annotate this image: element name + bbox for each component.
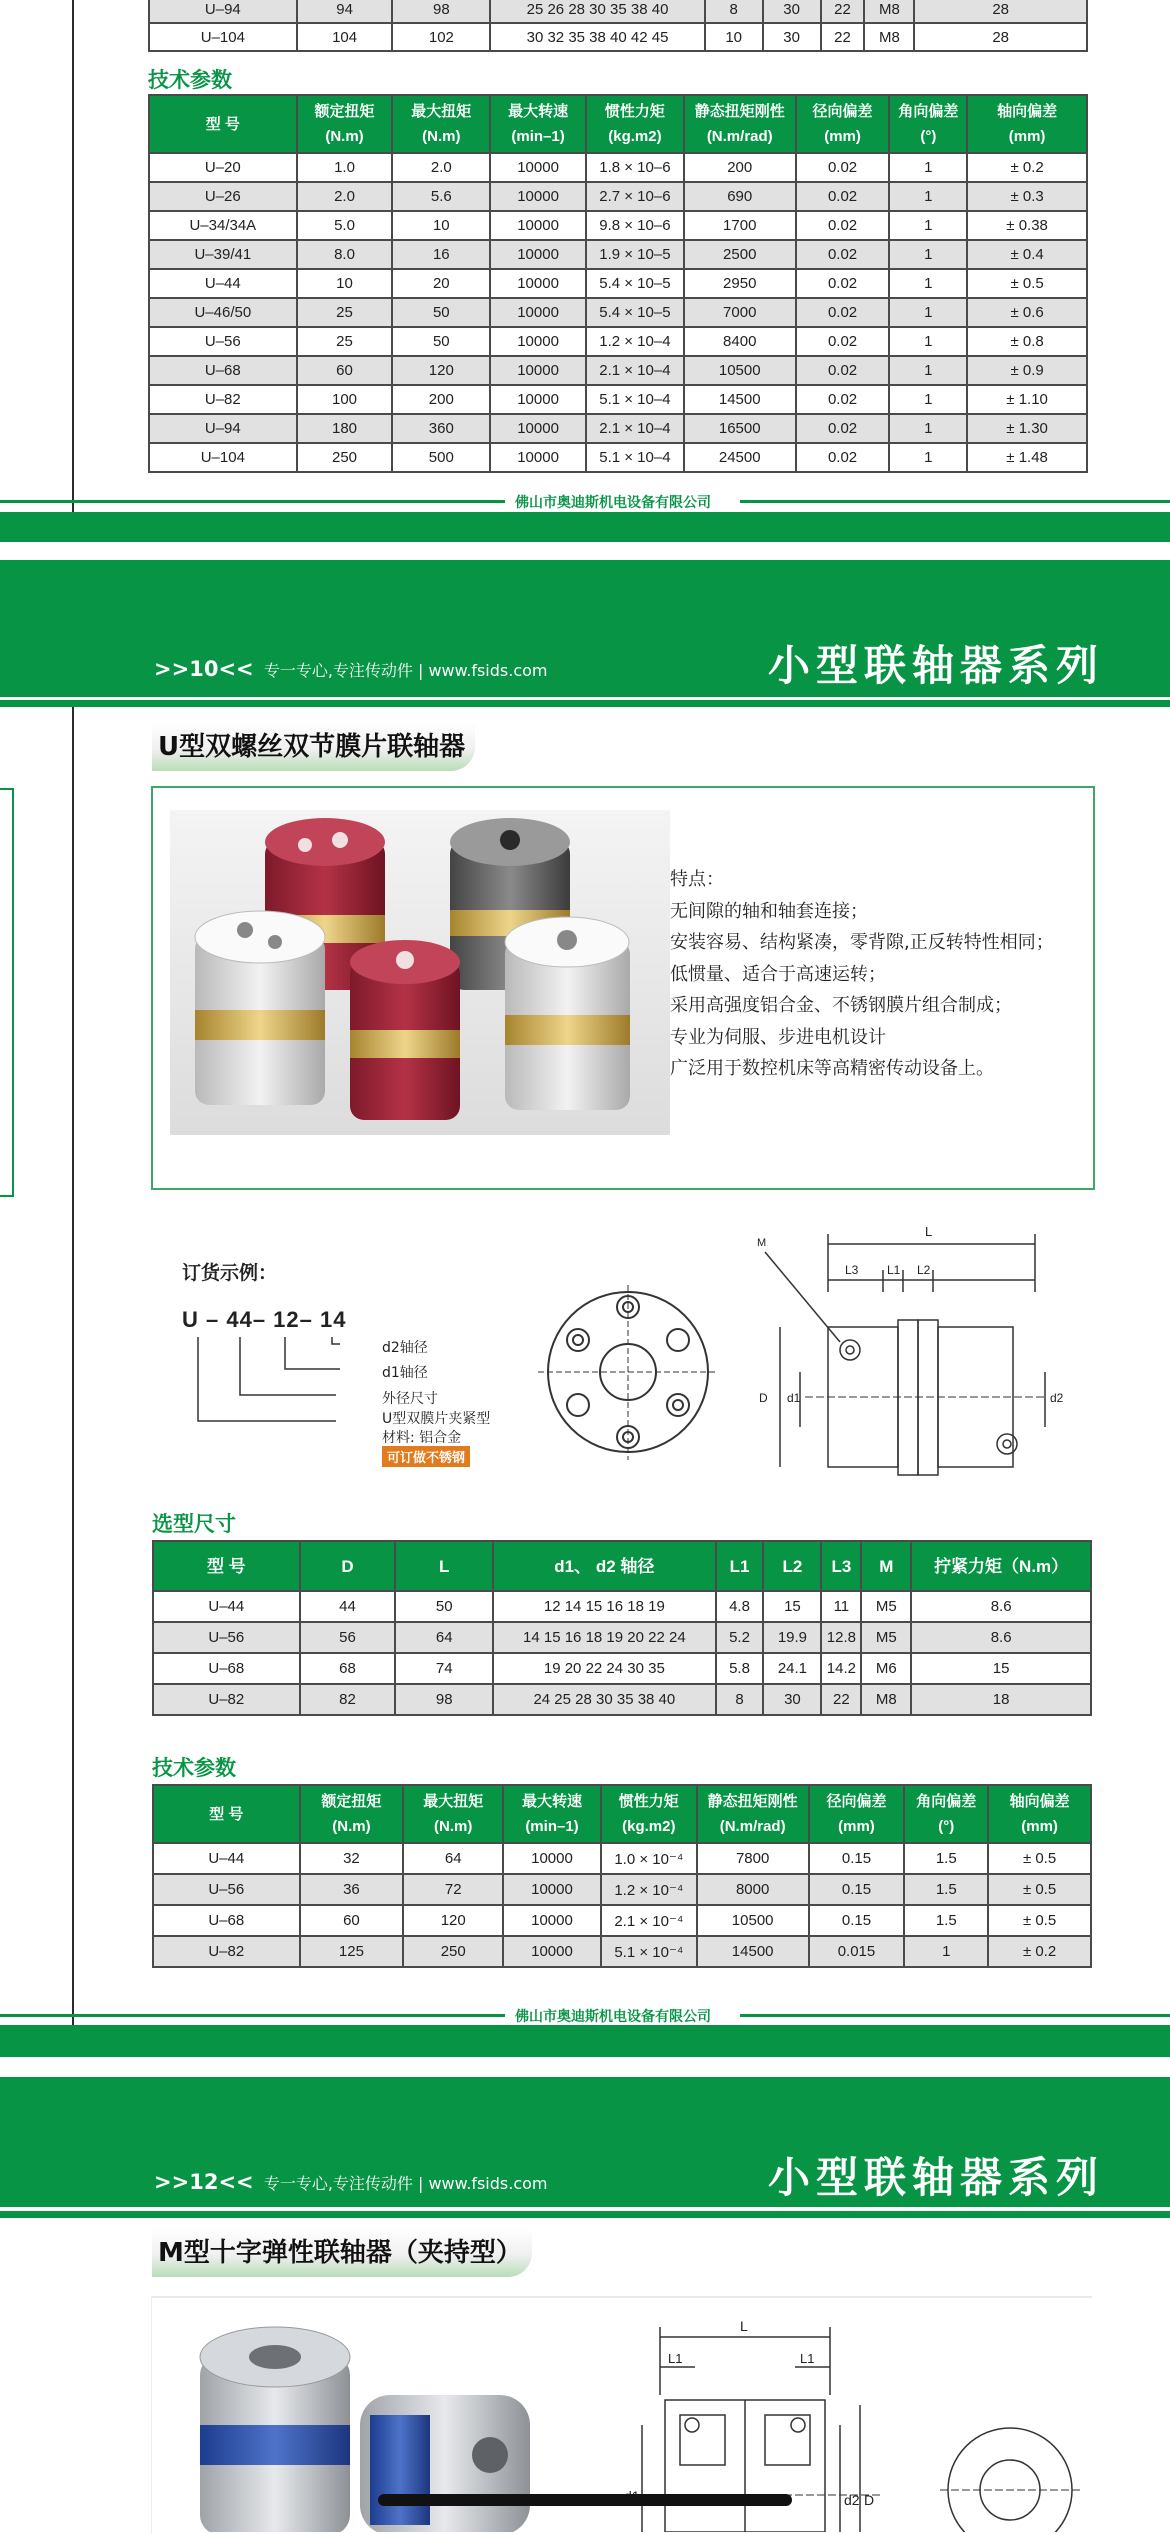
order-type-label: U型双膜片夹紧型 [382, 1411, 491, 1427]
table-row [149, 153, 1087, 182]
table-cell: 1 [889, 153, 967, 182]
table-cell: 98 [395, 1684, 493, 1715]
table-cell: 8 [705, 0, 763, 23]
table-cell: U–46/50 [149, 298, 297, 327]
table-cell: M5 [861, 1622, 911, 1653]
m-dim-D-label: D [864, 2492, 875, 2508]
column-header: 最大扭矩 (N.m) [403, 1785, 503, 1843]
dim-L-label: L [925, 1224, 933, 1239]
table-row [153, 1905, 1091, 1936]
table-row [149, 269, 1087, 298]
order-code-leader-lines [180, 1335, 380, 1430]
table-cell: U–44 [153, 1591, 300, 1622]
table-cell: 1.2 × 10⁻⁴ [601, 1874, 697, 1905]
column-header: 惯性力矩 (kg.m2) [586, 95, 684, 153]
table-row [149, 182, 1087, 211]
table-cell: 22 [821, 23, 865, 51]
table-cell: 1 [889, 211, 967, 240]
table-cell: 10000 [503, 1936, 601, 1967]
table-row [149, 23, 1087, 51]
m-dim-L1-right-label: L1 [800, 2351, 815, 2366]
table-cell: 0.15 [809, 1874, 905, 1905]
table-cell: U–94 [149, 0, 297, 23]
table-row [153, 1622, 1091, 1653]
table-cell: 10500 [684, 356, 796, 385]
footer-rule [740, 500, 1170, 503]
table-cell: U–104 [149, 443, 297, 472]
banner-underline [0, 700, 1170, 707]
table-cell: 11 [821, 1591, 861, 1622]
table-cell: 8.0 [297, 240, 393, 269]
table-cell: ± 0.5 [988, 1905, 1091, 1936]
table-cell: 60 [300, 1905, 404, 1936]
column-header: 径向偏差 (mm) [796, 95, 890, 153]
column-header: L2 [763, 1541, 821, 1591]
table-cell: 10500 [697, 1905, 809, 1936]
table-cell: 28 [914, 23, 1087, 51]
table-cell: 25 26 28 30 35 38 40 [490, 0, 704, 23]
feature-item: 广泛用于数控机床等高精密传动设备上。 [670, 1058, 994, 1079]
table-cell: U–56 [153, 1874, 300, 1905]
table-cell: 100 [297, 385, 393, 414]
dim-L1-label: L1 [887, 1263, 901, 1277]
table-cell: 5.4 × 10–5 [586, 269, 684, 298]
table-cell: ± 1.10 [967, 385, 1087, 414]
table-row [153, 1684, 1091, 1715]
table-cell: 0.02 [796, 211, 890, 240]
table-row [149, 385, 1087, 414]
footer-rule [740, 2014, 1170, 2017]
table-cell: 7000 [684, 298, 796, 327]
dim-d1-label: d1 [787, 1391, 801, 1405]
table-cell: 24500 [684, 443, 796, 472]
table-cell: 10000 [503, 1905, 601, 1936]
table-cell: ± 0.9 [967, 356, 1087, 385]
table-cell: 0.02 [796, 240, 890, 269]
table-cell: 24 25 28 30 35 38 40 [493, 1684, 715, 1715]
column-header: 最大转速 (min–1) [490, 95, 586, 153]
table-cell: 64 [395, 1622, 493, 1653]
table-cell: 14 15 16 18 19 20 22 24 [493, 1622, 715, 1653]
dim-d2-label: d2 [1050, 1391, 1064, 1405]
order-d2-label: d2轴径 [382, 1340, 428, 1356]
table-cell: 8 [716, 1684, 764, 1715]
column-header: 额定扭矩 (N.m) [297, 95, 393, 153]
table-cell: 360 [392, 414, 490, 443]
order-example-label: 订货示例： [182, 1262, 278, 1284]
table-cell: 16 [392, 240, 490, 269]
table-cell: 44 [300, 1591, 396, 1622]
side-view-diagram [745, 1222, 1090, 1492]
table-cell: 30 [763, 23, 821, 51]
column-header: d1、 d2 轴径 [493, 1541, 715, 1591]
table-cell: 1 [889, 385, 967, 414]
dim-D-label: D [759, 1391, 768, 1405]
table-cell: 22 [821, 0, 865, 23]
table-cell: 1 [889, 182, 967, 211]
table-cell: 8000 [697, 1874, 809, 1905]
product-title-12: M型十字弹性联轴器（夹持型） [152, 2228, 532, 2277]
feature-list [670, 864, 1054, 1085]
table-cell: 36 [300, 1874, 404, 1905]
table-row [149, 298, 1087, 327]
table-cell: U–56 [149, 327, 297, 356]
column-header: 额定扭矩 (N.m) [300, 1785, 404, 1843]
table-cell: 1.0 × 10⁻⁴ [601, 1843, 697, 1874]
banner-underline [0, 2211, 1170, 2218]
table-cell: U–68 [153, 1905, 300, 1936]
table-cell: 0.02 [796, 327, 890, 356]
table-row [149, 443, 1087, 472]
feature-item: 专业为伺服、步进电机设计 [670, 1026, 886, 1048]
footer-company: 佛山市奥迪斯机电设备有限公司 [505, 492, 721, 512]
tech-params-table [148, 94, 1088, 473]
table-cell: 2.7 × 10–6 [586, 182, 684, 211]
table-cell: 1.5 [904, 1874, 988, 1905]
column-header: L1 [716, 1541, 764, 1591]
table-cell: ± 1.48 [967, 443, 1087, 472]
table-cell: 104 [297, 23, 393, 51]
table-cell: 14.2 [821, 1653, 861, 1684]
m-dim-L-label: L [740, 2318, 748, 2334]
table-cell: 30 32 35 38 40 42 45 [490, 23, 704, 51]
table-cell: 125 [300, 1936, 404, 1967]
table-row [153, 1591, 1091, 1622]
order-code: U – 44– 12– 14 [182, 1307, 347, 1332]
table-cell: 10000 [503, 1843, 601, 1874]
table-cell: 690 [684, 182, 796, 211]
feature-item: 无间隙的轴和轴套连接； [670, 900, 868, 922]
dim-L3-label: L3 [845, 1263, 859, 1277]
column-header: 惯性力矩 (kg.m2) [601, 1785, 697, 1843]
table-cell: 94 [297, 0, 393, 23]
column-header: 最大扭矩 (N.m) [392, 95, 490, 153]
table-cell: U–68 [153, 1653, 300, 1684]
table-cell: 25 [297, 298, 393, 327]
table-cell: 180 [297, 414, 393, 443]
column-header: 角向偏差 (°) [904, 1785, 988, 1843]
table-cell: 12 14 15 16 18 19 [493, 1591, 715, 1622]
table-cell: 72 [403, 1874, 503, 1905]
table-cell: 68 [300, 1653, 396, 1684]
table-row [153, 1874, 1091, 1905]
table-cell: 30 [763, 1684, 821, 1715]
table-cell: 25 [297, 327, 393, 356]
table-cell: ± 0.2 [967, 153, 1087, 182]
column-header: 径向偏差 (mm) [809, 1785, 905, 1843]
table-cell: 28 [914, 0, 1087, 23]
table-cell: M5 [861, 1591, 911, 1622]
table-cell: 15 [763, 1591, 821, 1622]
table-cell: 8.6 [911, 1622, 1091, 1653]
table-cell: 5.1 × 10⁻⁴ [601, 1936, 697, 1967]
product-photo [170, 810, 670, 1135]
table-cell: 2.1 × 10⁻⁴ [601, 1905, 697, 1936]
table-cell: 120 [392, 356, 490, 385]
table-cell: U–82 [153, 1936, 300, 1967]
table-cell: 0.02 [796, 298, 890, 327]
table-cell: 5.4 × 10–5 [586, 298, 684, 327]
table-cell: ± 0.8 [967, 327, 1087, 356]
table-cell: 10 [392, 211, 490, 240]
feature-item: 低惯量、适合于高速运转； [670, 963, 886, 985]
table-cell: 22 [821, 1684, 861, 1715]
table-cell: 10000 [490, 327, 586, 356]
table-cell: 2.0 [392, 153, 490, 182]
table-cell: U–68 [149, 356, 297, 385]
table-row [149, 414, 1087, 443]
table-cell: 1 [889, 356, 967, 385]
table-cell: 1 [889, 414, 967, 443]
table-cell: 0.02 [796, 356, 890, 385]
table-cell: 10000 [490, 443, 586, 472]
table-cell: 1 [889, 269, 967, 298]
table-cell: 10000 [503, 1874, 601, 1905]
table-cell: U–94 [149, 414, 297, 443]
table-cell: 10 [705, 23, 763, 51]
table-cell: ± 0.5 [988, 1843, 1091, 1874]
table-cell: 0.02 [796, 269, 890, 298]
table-cell: 5.6 [392, 182, 490, 211]
footer-rule [0, 2014, 510, 2017]
table-cell: 0.02 [796, 385, 890, 414]
table-cell: 19 20 22 24 30 35 [493, 1653, 715, 1684]
table-cell: 74 [395, 1653, 493, 1684]
table-cell: 0.015 [809, 1936, 905, 1967]
table-cell: 200 [392, 385, 490, 414]
table-cell: 0.02 [796, 182, 890, 211]
table-cell: U–104 [149, 23, 297, 51]
table-cell: 18 [911, 1684, 1091, 1715]
m-dim-L1-left-label: L1 [668, 2351, 683, 2366]
table-cell: 9.8 × 10–6 [586, 211, 684, 240]
table-cell: U–82 [149, 385, 297, 414]
order-d1-label: d1轴径 [382, 1365, 428, 1381]
table-row [149, 327, 1087, 356]
table-cell: 1 [889, 298, 967, 327]
table-cell: ± 0.6 [967, 298, 1087, 327]
footer-company: 佛山市奥迪斯机电设备有限公司 [505, 2006, 721, 2026]
table-cell: 10000 [490, 414, 586, 443]
table-row [149, 0, 1087, 23]
selection-table-continued [148, 0, 1088, 52]
table-cell: 10000 [490, 240, 586, 269]
table-cell: 500 [392, 443, 490, 472]
column-header: 轴向偏差 (mm) [988, 1785, 1091, 1843]
table-cell: 250 [297, 443, 393, 472]
table-cell: 10000 [490, 385, 586, 414]
table-cell: U–20 [149, 153, 297, 182]
feature-item: 特点： [670, 869, 724, 890]
table-cell: 1.9 × 10–5 [586, 240, 684, 269]
feature-item: 采用高强度铝合金、不锈钢膜片组合制成； [670, 995, 1012, 1016]
table-cell: 50 [392, 298, 490, 327]
table-cell: 16500 [684, 414, 796, 443]
table-cell: 20 [392, 269, 490, 298]
footer-band [0, 2025, 1170, 2057]
order-outer-label: 外径尺寸 [382, 1391, 438, 1407]
table-cell: ± 0.5 [967, 269, 1087, 298]
column-header: 型 号 [153, 1785, 300, 1843]
table-cell: 10000 [490, 298, 586, 327]
table-cell: U–34/34A [149, 211, 297, 240]
table-cell: U–39/41 [149, 240, 297, 269]
table-cell: 82 [300, 1684, 396, 1715]
table-cell: M8 [864, 0, 914, 23]
table-row [153, 1653, 1091, 1684]
table-cell: 5.1 × 10–4 [586, 385, 684, 414]
table-cell: 14500 [697, 1936, 809, 1967]
table-cell: 60 [297, 356, 393, 385]
column-header: 角向偏差 (°) [889, 95, 967, 153]
column-header: D [300, 1541, 396, 1591]
table-cell: 50 [395, 1591, 493, 1622]
feature-item: 安装容易、结构紧凑，零背隙,正反转特性相同； [670, 932, 1054, 953]
spine-line [72, 700, 74, 2025]
table-cell: 0.15 [809, 1905, 905, 1936]
table-cell: 1 [889, 240, 967, 269]
end-view-diagram [538, 1285, 718, 1460]
table-cell: 5.1 × 10–4 [586, 443, 684, 472]
table-cell: 1.0 [297, 153, 393, 182]
table-row [153, 1843, 1091, 1874]
table-row [153, 1936, 1091, 1967]
table-cell: 10000 [490, 269, 586, 298]
table-cell: 200 [684, 153, 796, 182]
page-tag-12: >>12<< 专一专心,专注传动件 | www.fsids.com [154, 2170, 548, 2194]
table-cell: 98 [392, 0, 490, 23]
table-cell: 24.1 [763, 1653, 821, 1684]
product-title: U型双螺丝双节膜片联轴器 [152, 722, 475, 771]
column-header: L3 [821, 1541, 861, 1591]
table-cell: 19.9 [763, 1622, 821, 1653]
column-header: 轴向偏差 (mm) [967, 95, 1087, 153]
table-cell: 56 [300, 1622, 396, 1653]
column-header: 静态扭矩刚性 (N.m/rad) [684, 95, 796, 153]
table-cell: 10000 [490, 356, 586, 385]
home-indicator[interactable] [378, 2494, 792, 2506]
column-header: L [395, 1541, 493, 1591]
table-cell: 1700 [684, 211, 796, 240]
series-title: 小型联轴器系列 [768, 641, 1105, 690]
table-cell: ± 0.38 [967, 211, 1087, 240]
table-cell: 50 [392, 327, 490, 356]
table-cell: 1 [889, 327, 967, 356]
table-cell: 1.5 [904, 1843, 988, 1874]
table-cell: 8400 [684, 327, 796, 356]
table-cell: 0.02 [796, 153, 890, 182]
table-cell: 2.1 × 10–4 [586, 414, 684, 443]
table-cell: 1.5 [904, 1905, 988, 1936]
table-cell: 1.8 × 10–6 [586, 153, 684, 182]
table-cell: 0.15 [809, 1843, 905, 1874]
table-cell: 10 [297, 269, 393, 298]
dim-L2-label: L2 [917, 1263, 931, 1277]
column-header: 型 号 [149, 95, 297, 153]
column-header: 拧紧力矩（N.m） [911, 1541, 1091, 1591]
dim-M-label: M [757, 1237, 767, 1249]
order-material-label: 材料: 铝合金 [382, 1430, 462, 1446]
table-cell: ± 0.5 [988, 1874, 1091, 1905]
table-cell: 30 [763, 0, 821, 23]
table-cell: 7800 [697, 1843, 809, 1874]
table-cell: U–82 [153, 1684, 300, 1715]
table-row [149, 211, 1087, 240]
tech-params-2-table [152, 1784, 1092, 1968]
table-cell: 1 [904, 1936, 988, 1967]
table-cell: U–56 [153, 1622, 300, 1653]
table-cell: 10000 [490, 211, 586, 240]
table-cell: 15 [911, 1653, 1091, 1684]
table-cell: 5.2 [716, 1622, 764, 1653]
table-cell: ± 0.2 [988, 1936, 1091, 1967]
prev-page-frame [0, 788, 14, 1197]
table-cell: 120 [403, 1905, 503, 1936]
table-cell: 0.02 [796, 414, 890, 443]
table-cell: M6 [861, 1653, 911, 1684]
table-cell: 10000 [490, 153, 586, 182]
tech-params-title: 技术参数 [148, 69, 232, 92]
table-cell: 14500 [684, 385, 796, 414]
table-cell: ± 1.30 [967, 414, 1087, 443]
table-cell: 1 [889, 443, 967, 472]
m-dim-d2-label: d2 [844, 2492, 860, 2508]
footer-rule [0, 500, 510, 503]
table-cell: ± 0.3 [967, 182, 1087, 211]
table-cell: U–44 [149, 269, 297, 298]
table-cell: U–26 [149, 182, 297, 211]
table-cell: 2500 [684, 240, 796, 269]
table-cell: 12.8 [821, 1622, 861, 1653]
table-cell: 5.8 [716, 1653, 764, 1684]
table-cell: 2950 [684, 269, 796, 298]
table-cell: 2.1 × 10–4 [586, 356, 684, 385]
stainless-badge: 可订做不锈钢 [382, 1446, 470, 1467]
column-header: 最大转速 (min–1) [503, 1785, 601, 1843]
footer-band [0, 512, 1170, 542]
column-header: M [861, 1541, 911, 1591]
series-title-12: 小型联轴器系列 [768, 2153, 1105, 2202]
table-row [149, 356, 1087, 385]
table-cell: 0.02 [796, 443, 890, 472]
table-cell: 5.0 [297, 211, 393, 240]
table-cell: 2.0 [297, 182, 393, 211]
table-cell: M8 [864, 23, 914, 51]
table-cell: 32 [300, 1843, 404, 1874]
table-cell: U–44 [153, 1843, 300, 1874]
tech-params-2-title: 技术参数 [152, 1757, 236, 1780]
table-cell: ± 0.4 [967, 240, 1087, 269]
selection-table [152, 1540, 1092, 1716]
table-cell: 64 [403, 1843, 503, 1874]
spine-line [72, 0, 74, 515]
page-tag: >>10<< 专一专心,专注传动件 | www.fsids.com [154, 657, 548, 681]
table-cell: 8.6 [911, 1591, 1091, 1622]
column-header: 静态扭矩刚性 (N.m/rad) [697, 1785, 809, 1843]
selection-title: 选型尺寸 [152, 1513, 236, 1536]
table-cell: M8 [861, 1684, 911, 1715]
table-cell: 10000 [490, 182, 586, 211]
column-header: 型 号 [153, 1541, 300, 1591]
table-cell: 250 [403, 1936, 503, 1967]
table-cell: 1.2 × 10–4 [586, 327, 684, 356]
table-cell: 102 [392, 23, 490, 51]
table-row [149, 240, 1087, 269]
table-cell: 4.8 [716, 1591, 764, 1622]
